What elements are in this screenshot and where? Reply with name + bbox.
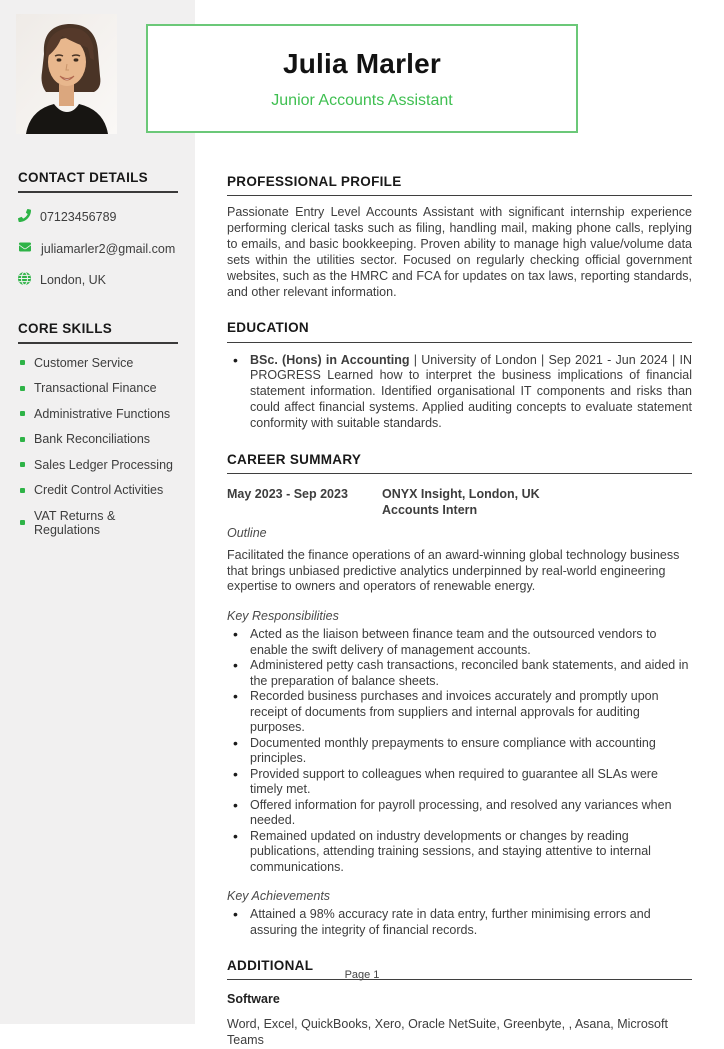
profile-heading: PROFESSIONAL PROFILE [227, 173, 692, 196]
bullet-icon [20, 386, 25, 391]
responsibility-item: • Documented monthly prepayments to ensure compliance with accounting principles. [227, 736, 692, 767]
profile-section [227, 173, 692, 300]
responsibility-item: • Provided support to colleagues when required to guarantee all SLAs were timely met. [227, 767, 692, 798]
responsibilities-list [227, 627, 692, 875]
skill-item [18, 381, 182, 395]
education-heading: EDUCATION [227, 319, 692, 342]
skill-label: Bank Reconciliations [34, 432, 151, 446]
skills-section [18, 321, 182, 537]
responsibilities-label: Key Responsibilities [227, 609, 339, 624]
skill-label: Credit Control Activities [34, 483, 164, 497]
responsibility-item: • Offered information for payroll processing, and resolved any variances when needed. [227, 798, 692, 829]
page-number: Page 1 [344, 969, 380, 981]
responsibility-item: • Remained updated on industry developments or changes by reading publications, attending training sessions, and staying attentive to internal communications. [227, 829, 692, 876]
skill-label: Customer Service [34, 355, 134, 370]
sidebar [0, 0, 195, 1024]
profile-photo [16, 14, 117, 134]
contact-phone [18, 209, 182, 225]
bullet-icon [20, 520, 25, 525]
company-name: ONYX Insight, London, UK [382, 487, 540, 502]
contact-heading: CONTACT DETAILS [18, 170, 178, 193]
education-entry [227, 353, 692, 432]
skill-item [18, 483, 182, 497]
additional-heading: ADDITIONAL [227, 957, 692, 980]
contact-email [18, 241, 182, 256]
job-header-row [227, 487, 692, 519]
skill-label: Transactional Finance [34, 381, 157, 395]
location-text: London, UK [40, 273, 107, 287]
skill-item [18, 509, 182, 537]
skill-label: VAT Returns & Regulations [34, 508, 116, 537]
education-section [227, 319, 692, 432]
skill-item [18, 432, 182, 446]
skills-heading: CORE SKILLS [18, 321, 178, 344]
software-subheading: Software [227, 992, 280, 1007]
bullet-icon [20, 462, 25, 467]
achievements-list [227, 907, 692, 938]
candidate-name: Julia Marler [282, 47, 442, 79]
job-role: Accounts Intern [382, 502, 478, 517]
skill-item [18, 407, 182, 421]
main-content [227, 173, 692, 1049]
email-icon [18, 241, 32, 256]
skill-label: Sales Ledger Processing [34, 457, 173, 472]
bullet-icon [20, 411, 25, 416]
skill-item [18, 458, 182, 472]
outline-label: Outline [227, 525, 267, 540]
phone-number: 07123456789 [40, 210, 117, 224]
job-company-block [382, 487, 540, 519]
bullet-icon [20, 488, 25, 493]
skill-item [18, 356, 182, 370]
location-icon [18, 272, 31, 288]
achievement-item: • Attained a 98% accuracy rate in data entry, further minimising errors and assuring the integrity of financial records. [227, 907, 692, 938]
profile-text: Passionate Entry Level Accounts Assistant with significant internship experience performing clerical tasks such as filing, handling mail, making phone calls, replying to emails, and basic bookkeeping. Proven ability to manage high value/volume data sets within the utilities sector. Focused on regularly checking official government websites, such as the HMRC and FCA for updates on tax laws, reporting standards, and other relevant information. [227, 205, 692, 299]
portrait-illustration [16, 14, 117, 134]
candidate-job-title: Junior Accounts Assistant [271, 91, 453, 109]
bullet-icon [20, 437, 25, 442]
header-box [146, 24, 578, 133]
career-heading: CAREER SUMMARY [227, 451, 692, 474]
responsibility-item: • Acted as the liaison between finance team and the outsourced vendors to enable the swift delivery of management accounts. [227, 627, 692, 658]
achievements-label: Key Achievements [227, 889, 331, 904]
contact-location [18, 272, 182, 288]
responsibility-item: • Administered petty cash transactions, reconciled bank statements, and aided in the preparation of balance sheets. [227, 658, 692, 689]
degree-details: | University of London | Sep 2021 - Jun 2024 | IN PROGRESS [250, 352, 692, 383]
software-list: Word, Excel, QuickBooks, Xero, Oracle NetSuite, Greenbyte, , Asana, Microsoft Teams [227, 1017, 668, 1047]
degree-title: BSc. (Hons) in Accounting [250, 352, 410, 367]
bullet-icon [20, 360, 25, 365]
skill-label: Administrative Functions [34, 406, 171, 421]
job-dates: May 2023 - Sep 2023 [227, 487, 348, 502]
career-section [227, 451, 692, 938]
degree-description: Learned how to interpret the business implications of financial statement information. Identified organisational IT components and risks than could affect financial systems. Applied auditing concepts to evaluate statement conformity with suitable standards. [250, 368, 692, 431]
phone-icon [18, 209, 31, 225]
responsibility-item: • Recorded business purchases and invoices accurately and promptly upon receipt of documents from suppliers and internal approvals for auditing purposes. [227, 689, 692, 736]
email-address: juliamarler2@gmail.com [41, 241, 176, 256]
outline-text: Facilitated the finance operations of an award-winning global technology business that brings unbiased predictive analytics underpinned by real-world engineering expertise to owners and operators of renewable energy. [227, 547, 680, 594]
contact-section [18, 170, 182, 288]
